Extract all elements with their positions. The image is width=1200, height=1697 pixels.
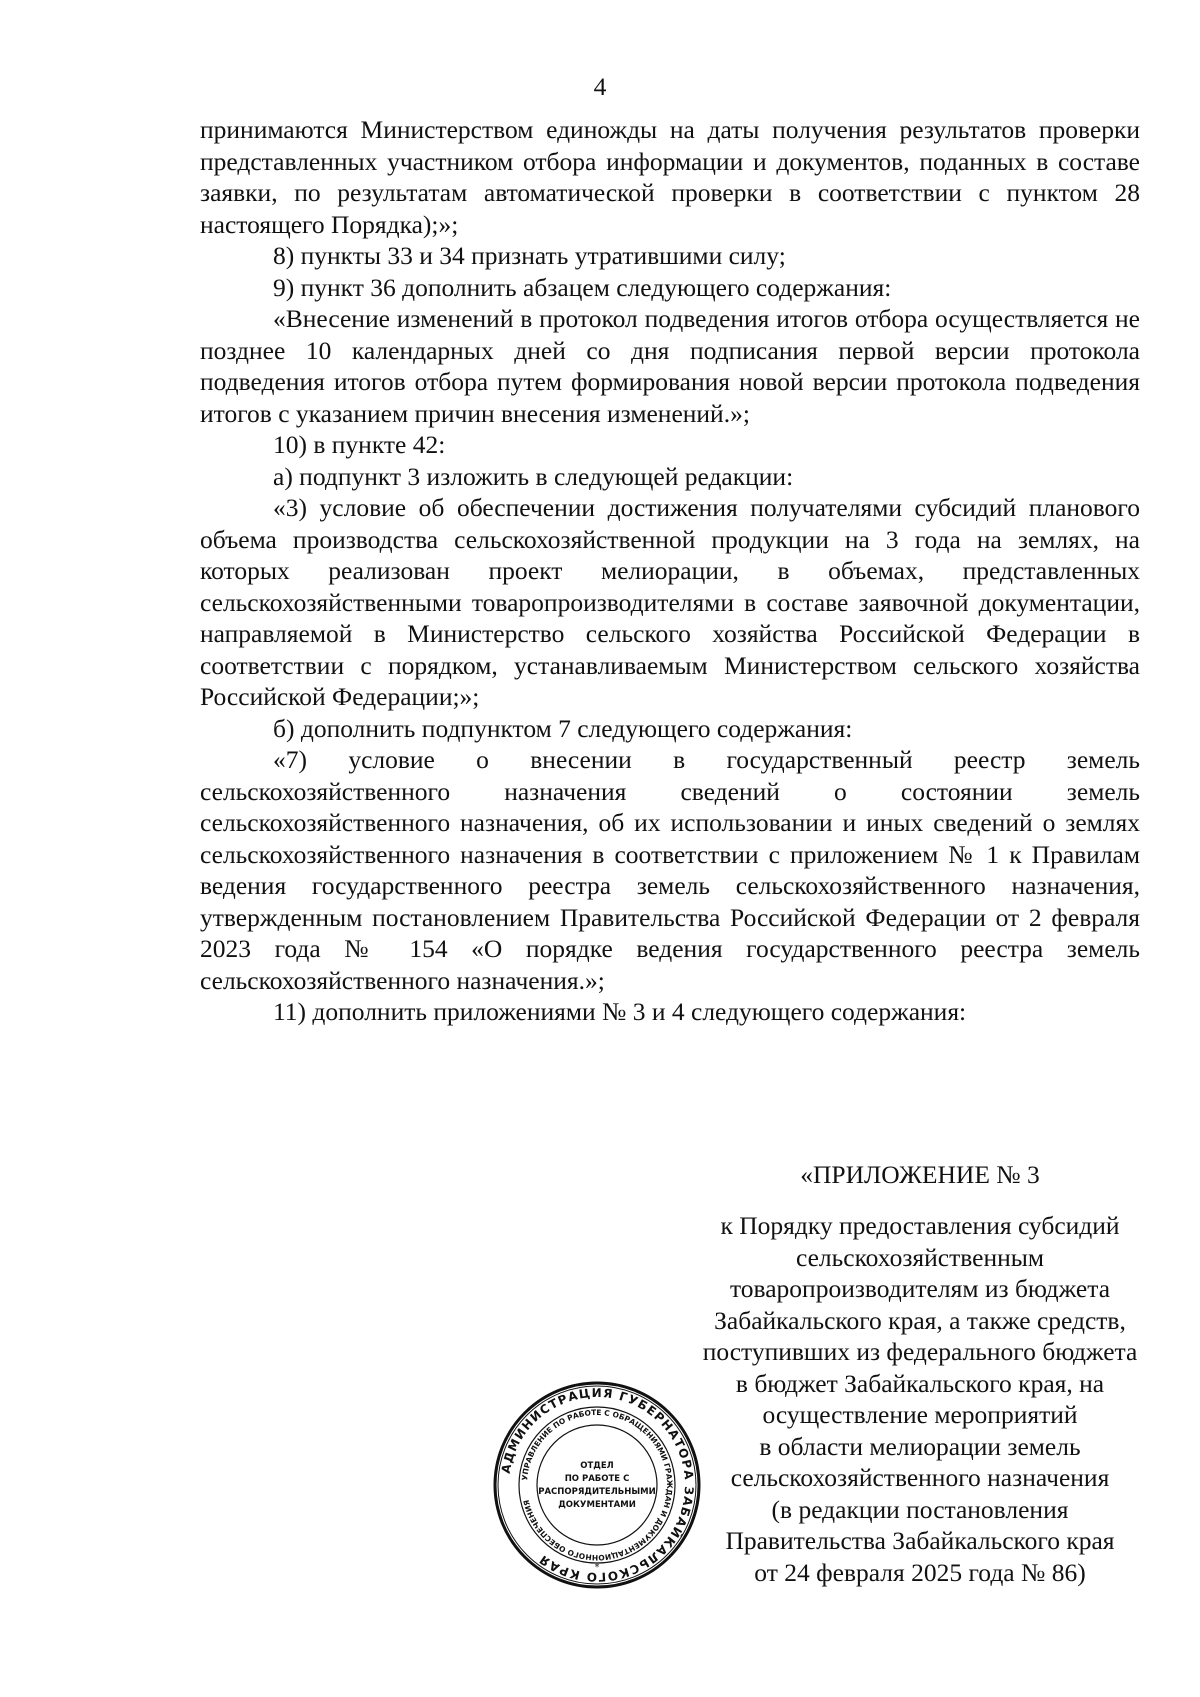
annex-caption-line: к Порядку предоставления субсидий	[720, 1211, 1120, 1240]
seal-center-line: ОТДЕЛ	[580, 1461, 614, 1471]
paragraph: 11) дополнить приложениями № 3 и 4 следующего содержания:	[273, 997, 967, 1026]
annex-caption-line: осуществление мероприятий	[762, 1400, 1078, 1429]
seal-center-line: РАСПОРЯДИТЕЛЬНЫМИ	[538, 1487, 656, 1497]
seal-inner-text: УПРАВЛЕНИЕ ПО РАБОТЕ С ОБРАЩЕНИЯМИ ГРАЖДАН И ДОКУМЕНТАЦИОННОГО ОБЕСПЕЧЕНИЯ	[520, 1407, 675, 1563]
paragraph: 10) в пункте 42:	[273, 430, 446, 459]
official-seal	[492, 1380, 702, 1590]
annex-caption-line: от 24 февраля 2025 года № 86)	[754, 1557, 1086, 1587]
seal-graphic	[492, 1380, 702, 1590]
annex-caption	[650, 1210, 1190, 1588]
annex-caption-line: Правительства Забайкальского края	[725, 1526, 1115, 1555]
body-text	[200, 114, 1140, 1028]
page-number: 4	[593, 72, 607, 101]
annex-caption-line: (в редакции постановления	[771, 1494, 1069, 1524]
seal-center-line: ПО РАБОТЕ С	[564, 1474, 630, 1484]
annex-caption-line: поступивших из федерального бюджета	[702, 1337, 1138, 1366]
annex-caption-line: Забайкальского края, а также средств,	[714, 1305, 1126, 1335]
annex-caption-line: товаропроизводителям из бюджета	[729, 1274, 1111, 1303]
paragraph: принимаются Министерством единожды на даты получения результатов проверки представленных участником отбора информации и документов, поданных в составе заявки, по результатам автоматической проверки в соответствии с пунктом 28 настоящего Порядка);»;	[200, 115, 1140, 239]
svg-text:УПРАВЛЕНИЕ ПО РАБОТЕ С ОБРАЩЕН	[520, 1408, 674, 1562]
paragraph: 9) пункт 36 дополнить абзацем следующего содержания:	[273, 272, 892, 302]
seal-star-icon: *	[594, 1562, 600, 1573]
annex-caption-line: сельскохозяйственным	[795, 1242, 1045, 1272]
annex-caption-line: сельскохозяйственного назначения	[730, 1463, 1110, 1492]
seal-outer-text: АДМИНИСТРАЦИЯ ГУБЕРНАТОРА ЗАБАЙКАЛЬСКОГО КРАЯ	[498, 1385, 697, 1585]
paragraph: 8) пункты 33 и 34 признать утратившими силу;	[273, 241, 786, 270]
annex-caption-line: в области мелиорации земель	[759, 1431, 1081, 1461]
paragraph: б) дополнить подпунктом 7 следующего содержания:	[273, 713, 853, 743]
paragraph: «7) условие о внесении в государственный реестр земель сельскохозяйственного назначения сведений о состоянии земель сельскохозяйственного назначения, об их использовании и иных сведений о землях сельскохозяйственного назначения в соответствии с приложением № 1 к Правилам ведения государственного реестра земель сельскохозяйственного назначения, утвержденным постановлением Правительства Российской Федерации от 2 февраля 2023 года № 154 «О порядке ведения государственного реестра земель сельскохозяйственного назначения.»;	[200, 745, 1140, 995]
annex-title: «ПРИЛОЖЕНИЕ № 3	[800, 1160, 1040, 1189]
paragraph: «3) условие об обеспечении достижения получателями субсидий планового объема производства сельскохозяйственной продукции на 3 года на землях, на которых реализован проект мелиорации, в объемах, представленных сельскохозяйственными товаропроизводителями в составе заявочной документации, направляемой в Министерство сельского хозяйства Российской Федерации в соответствии с порядком, устанавливаемым Министерством сельского хозяйства Российской Федерации;»;	[200, 493, 1140, 711]
annex-caption-line: в бюджет Забайкальского края, на	[735, 1368, 1105, 1398]
paragraph: а) подпункт 3 изложить в следующей редакции:	[273, 461, 794, 491]
seal-center-line: ДОКУМЕНТАМИ	[558, 1500, 636, 1510]
paragraph: «Внесение изменений в протокол подведения итогов отбора осуществляется не позднее 10 календарных дней со дня подписания первой версии протокола подведения итогов отбора путем формирования новой версии протокола подведения итогов с указанием причин внесения изменений.»;	[200, 304, 1140, 428]
